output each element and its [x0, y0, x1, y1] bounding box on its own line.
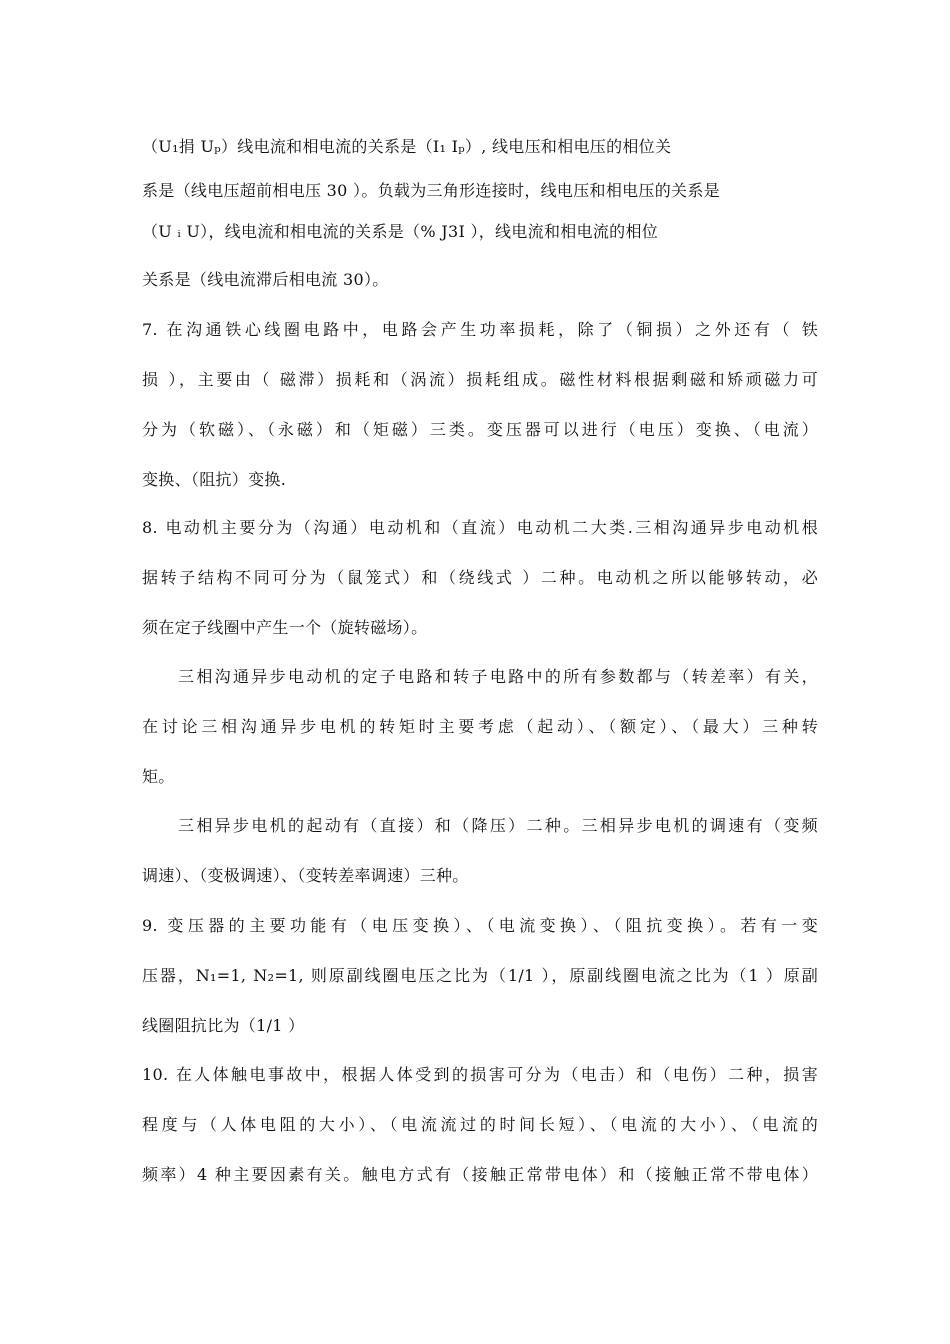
item-10-line-2: 程度与（人体电阻的大小）、（电流流过的时间长短）、（电流的大小）、（电流的 [142, 1115, 818, 1134]
para-b-line-2: 调速）、（变极调速）、（变转差率调速）三种。 [142, 866, 469, 885]
item-9-line-2: 压器，N₁=1, N₂=1, 则原副线圈电压之比为（1/1 ），原副线圈电流之比为（1 ）原副 [142, 966, 818, 985]
item-7-line-4: 变换、（阻抗）变换. [142, 470, 287, 489]
item-10-line-1: 10. 在人体触电事故中，根据人体受到的损害可分为（电击）和（电伤）二种，损害 [142, 1065, 818, 1084]
text-line-2: 系是（线电压超前相电压 30 ）。负载为三角形连接时，线电压和相电压的关系是 [142, 181, 720, 200]
item-10-line-3: 频率）4 种主要因素有关。触电方式有（接触正常带电体）和（接触正常不带电体） [142, 1165, 818, 1184]
item-8-line-2: 据转子结构不同可分为（鼠笼式）和（绕线式 ）二种。电动机之所以能够转动，必 [142, 568, 818, 587]
item-8-line-1: 8. 电动机主要分为（沟通）电动机和（直流）电动机二大类.三相沟通异步电动机根 [142, 518, 818, 537]
item-9-line-1: 9. 变压器的主要功能有（电压变换）、（电流变换）、（阻抗变换）。若有一变 [142, 916, 818, 935]
item-8-line-3: 须在定子线圈中产生一个（旋转磁场）。 [142, 618, 428, 637]
item-9-line-3: 线圈阻抗比为（1/1 ） [142, 1016, 305, 1035]
item-7-line-1: 7. 在沟通铁心线圈电路中，电路会产生功率损耗，除了（铜损）之外还有（ 铁 [142, 320, 818, 339]
para-a-line-1: 三相沟通异步电动机的定子电路和转子电路中的所有参数都与（转差率）有关， [178, 667, 818, 686]
item-7-line-2: 损 ），主要由（ 磁滞）损耗和（涡流）损耗组成。磁性材料根据剩磁和矫顽磁力可 [142, 370, 818, 389]
para-b-line-1: 三相异步电机的起动有（直接）和（降压）二种。三相异步电机的调速有（变频 [178, 816, 818, 835]
item-7-line-3: 分为（软磁）、（永磁）和（矩磁）三类。变压器可以进行（电压）变换、（电流） [142, 420, 818, 439]
para-a-line-2: 在讨论三相沟通异步电机的转矩时主要考虑（起动）、（额定）、（最大）三种转 [142, 717, 818, 736]
para-a-line-3: 矩。 [142, 767, 175, 786]
text-line-1: （U₁捐 Uₚ）线电流和相电流的关系是（I₁ Iₚ）, 线电压和相电压的相位关 [142, 137, 672, 156]
text-line-3: （U ᵢ U），线电流和相电流的关系是（% J3I ），线电流和相电流的相位 [142, 222, 659, 241]
text-line-4: 关系是（线电流滞后相电流 30）。 [142, 270, 389, 289]
